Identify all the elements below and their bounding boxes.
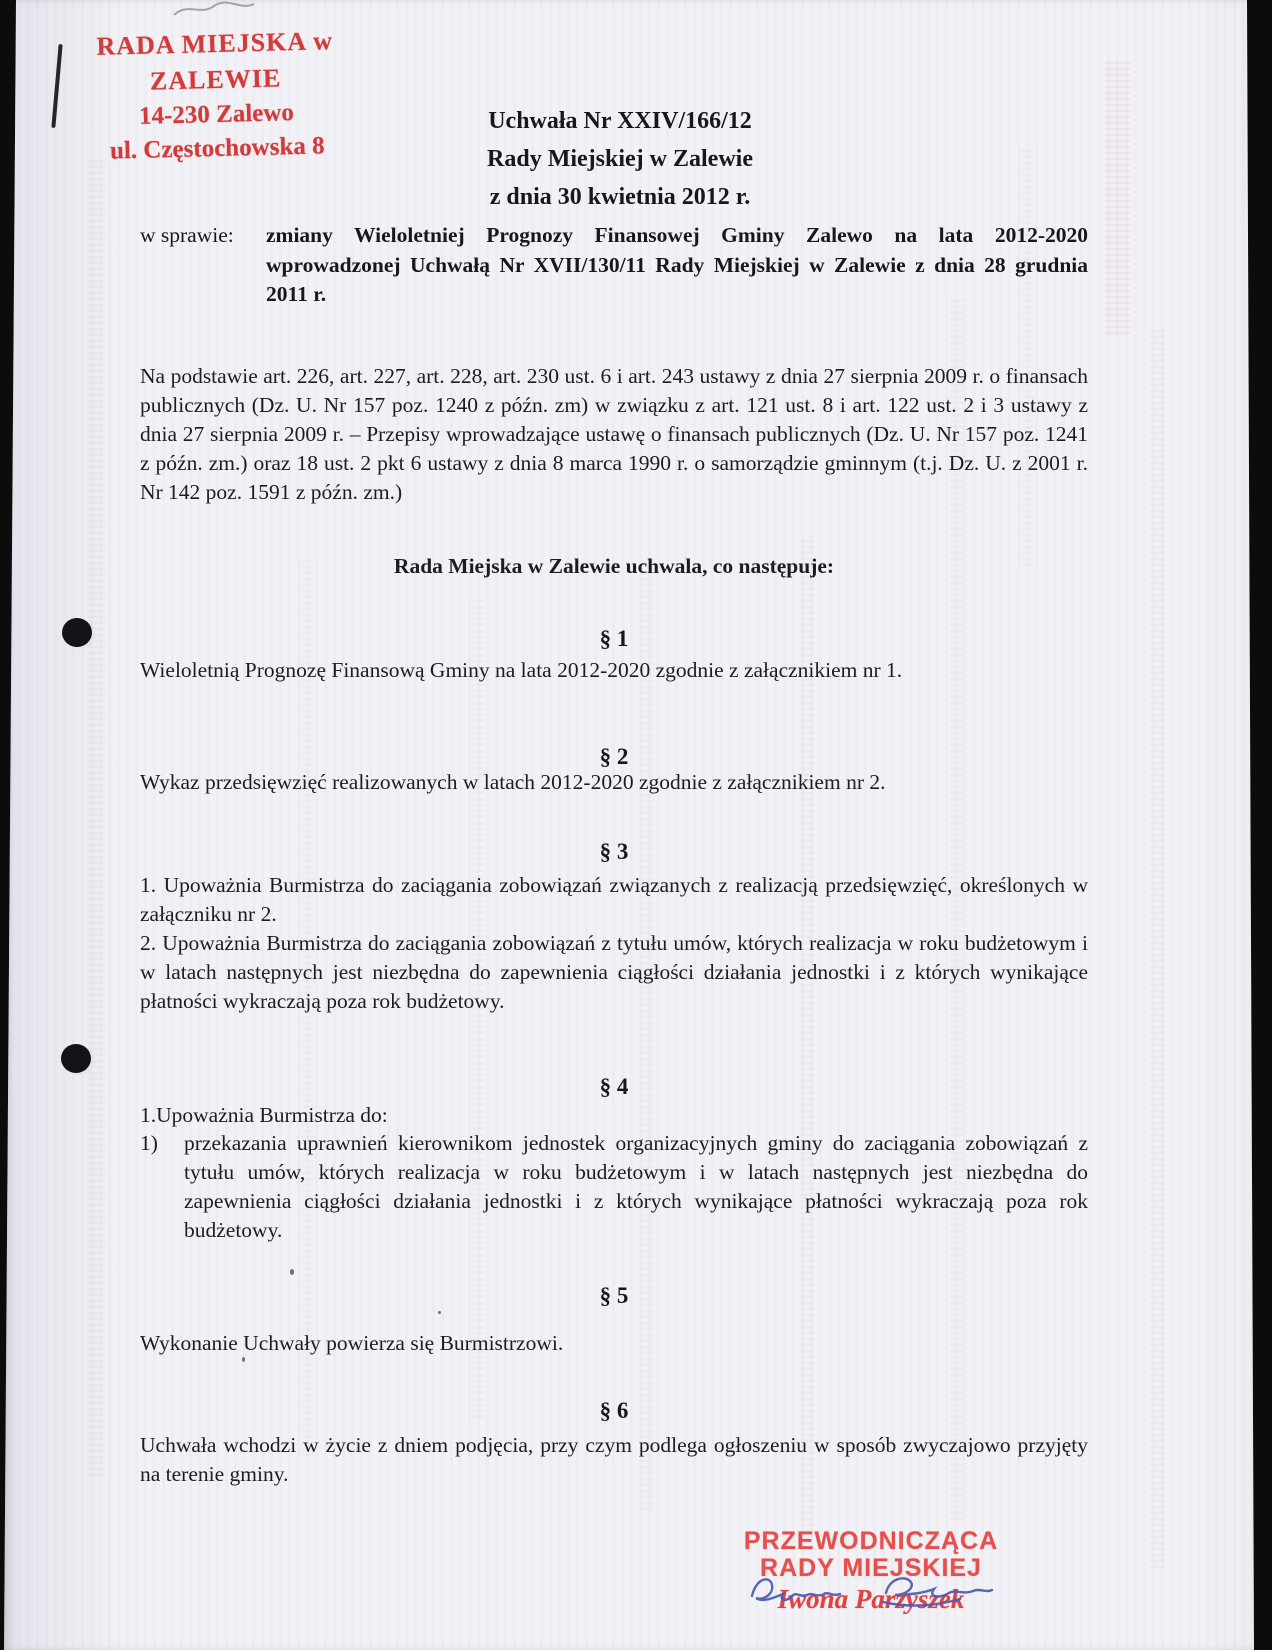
section-2-text: Wykaz przedsięwzięć realizowanych w latach 2012-2020 zgodnie z załącznikiem nr 2. [140,770,886,794]
section-4-intro: 1.Upoważnia Burmistrza do: [140,1103,388,1127]
pen-squiggle-mark [168,0,258,20]
legal-basis-paragraph: Na podstawie art. 226, art. 227, art. 228, art. 230 ust. 6 i art. 243 ustawy z dnia 27 sierpnia 2009 r. o finansach publicznych (Dz. U. Nr 157 poz. 1240 z późn. zm) w związku z art. 121 ust. 8 i art. 122 ust. 2 i 3 ustawy z dnia 27 sierpnia 2009 r. – Przepisy wprowadzające ustawę o finansach publicznych (Dz. U. Nr 157 poz. 1241 z późn. zm.) oraz 18 ust. 2 pkt 6 ustawy z dnia 8 marca 1990 r. o samorządzie gminnym (t.j. Dz. U. z 2001 r. Nr 142 poz. 1591 z późn. zm.) [140,364,1088,504]
section-3-paragraph-2: 2. Upoważnia Burmistrza do zaciągania zobowiązań z tytułu umów, których realizacja w roku budżetowym i w latach następnych jest niezbędna do zapewnienia ciągłości działania jednostki i z których wynikające płatności wykraczają poza rok budżetowy. [140,931,1088,1013]
enacting-clause: Rada Miejska w Zalewie uchwala, co następuje: [393,554,835,578]
signatory-role-line-1: PRZEWODNICZĄCA [743,1527,999,1555]
section-6-text: Uchwała wchodzi w życie z dniem podjęcia, przy czym podlega ogłoszeniu w sposób zwyczajowo przyjęty na terenie gminy. [140,1433,1088,1486]
ink-speck [290,1269,294,1275]
handwritten-signature [736,1568,1006,1616]
showthrough-strip [88,160,104,1480]
hole-punch-mark [62,618,92,647]
section-2-heading: § 2 [599,744,629,769]
section-5-text: Wykonanie Uchwały powierza się Burmistrzowi. [140,1331,564,1355]
issuing-body: Rady Miejskiej w Zalewie [487,146,753,172]
signatory-name: Iwona Parzyszek [777,1584,965,1614]
subject-text: zmiany Wieloletniej Prognozy Finansowej Gminy Zalewo na lata 2012-2020 wprowadzonej Uchwałą Nr XVII/130/11 Rady Miejskiej w Zalewie z dnia 28 grudnia 2011 r. [266,223,1088,306]
section-4-list [140,1129,1088,1245]
section-4-heading: § 4 [599,1074,629,1099]
subject-clause [140,221,1088,310]
stamp-street: ul. Częstochowska 8 [109,132,325,165]
resolution-date: z dnia 30 kwietnia 2012 r. [489,184,751,210]
section-3-paragraph-1: 1. Upoważnia Burmistrza do zaciągania zobowiązań związanych z realizacją przedsięwzięć, określonych w załączniku nr 2. [140,873,1088,926]
section-1-text: Wieloletnią Prognozę Finansową Gminy na lata 2012-2020 zgodnie z załącznikiem nr 1. [140,658,903,682]
resolution-number: Uchwała Nr XXIV/166/12 [488,108,752,134]
section-6-heading: § 6 [599,1398,629,1423]
ink-speck [438,1311,441,1314]
stamp-council-name: RADA MIEJSKA w ZALEWIE [96,26,334,96]
stamp-postal-code: 14-230 Zalewo [138,99,295,130]
signature-block [716,1528,1026,1614]
showthrough-stamp-reverse [1105,62,1131,337]
showthrough-strip [800,540,814,1540]
section-4-list-item-1 [140,1129,1088,1245]
section-5-heading: § 5 [599,1283,629,1308]
list-item-text: przekazania uprawnień kierownikom jednostek organizacyjnych gminy do zaciągania zobowiązań z tytułu umów, których realizacja w roku budżetowym i w latach następnych jest niezbędna do zapewnienia ciągłości działania jednostki i z których wynikające płatności wykraczają poza rok budżetowy. [184,1131,1088,1242]
showthrough-strip [640,560,654,1510]
section-3-heading: § 3 [599,839,629,864]
section-3-body [140,871,1088,1016]
hole-punch-mark [61,1044,91,1073]
list-item-marker: 1) [140,1131,158,1155]
subject-label: w sprawie: [140,223,234,247]
section-1-heading: § 1 [599,626,629,651]
resolution-title [160,102,1080,216]
showthrough-strip [1150,330,1164,1570]
signatory-role-line-2: RADY MIEJSKIEJ [760,1554,982,1582]
